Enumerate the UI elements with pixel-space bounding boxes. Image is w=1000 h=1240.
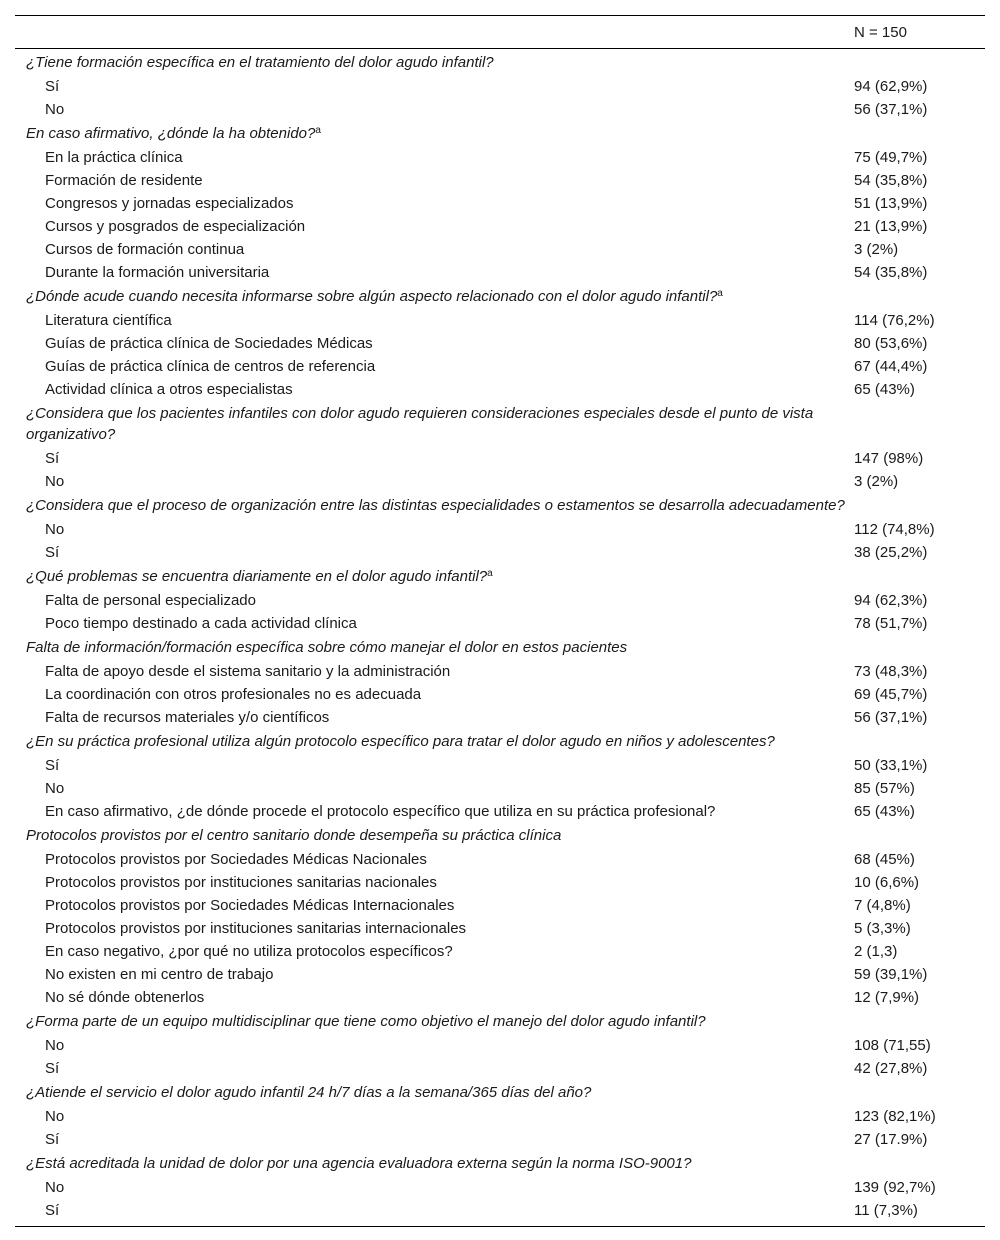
answer-label xyxy=(15,778,843,799)
answer-row xyxy=(15,1057,985,1080)
row-label-text: No xyxy=(45,521,65,538)
question-row xyxy=(15,823,985,848)
answer-row xyxy=(15,447,985,470)
answer-value: 51 (13,9%) xyxy=(854,195,928,212)
answer-label xyxy=(15,170,843,191)
footnote-marker: a xyxy=(717,288,723,299)
row-label-text: ¿Está acreditada la unidad de dolor por una agencia evaluadora externa según la norma ISO-9001? xyxy=(26,1155,692,1172)
answer-label xyxy=(15,262,843,283)
answer-row xyxy=(15,169,985,192)
answer-value: 2 (1,3) xyxy=(854,943,898,960)
row-label-text: Protocolos provistos por Sociedades Médicas Nacionales xyxy=(45,851,427,868)
row-label-text: Formación de residente xyxy=(45,172,203,189)
question-row xyxy=(15,1151,985,1176)
question-row xyxy=(15,564,985,589)
answer-value: 112 (74,8%) xyxy=(854,521,935,538)
row-label-text: No xyxy=(45,101,65,118)
row-label-text: Sí xyxy=(45,78,60,95)
answer-value: 3 (2%) xyxy=(854,241,899,258)
answer-value: 85 (57%) xyxy=(854,780,915,797)
answer-value: 56 (37,1%) xyxy=(854,709,928,726)
answer-label xyxy=(15,333,843,354)
row-label-text: ¿Considera que el proceso de organización entre las distintas especialidades o estamentos se desarrolla adecuadamente? xyxy=(26,497,845,514)
answer-label xyxy=(15,964,843,985)
row-label-text: Protocolos provistos por instituciones sanitarias internacionales xyxy=(45,920,467,937)
question-row xyxy=(15,635,985,660)
row-label-text: Durante la formación universitaria xyxy=(45,264,270,281)
answer-value: 54 (35,8%) xyxy=(854,172,928,189)
answer-label xyxy=(15,1129,843,1150)
answer-row xyxy=(15,612,985,635)
answer-row xyxy=(15,541,985,564)
row-label-text: Protocolos provistos por instituciones sanitarias nacionales xyxy=(45,874,437,891)
answer-label xyxy=(15,1035,843,1056)
row-label-text: Sí xyxy=(45,757,60,774)
question-text xyxy=(15,1011,875,1032)
answer-label xyxy=(15,99,843,120)
answer-value: 12 (7,9%) xyxy=(854,989,920,1006)
answer-value: 108 (71,55) xyxy=(854,1037,931,1054)
row-label-text: Guías de práctica clínica de centros de referencia xyxy=(45,358,376,375)
answer-label xyxy=(15,1058,843,1079)
answer-value: 123 (82,1%) xyxy=(854,1108,936,1125)
answer-value: 11 (7,3%) xyxy=(854,1202,918,1219)
question-text xyxy=(15,52,875,73)
answer-value: 3 (2%) xyxy=(854,473,899,490)
survey-results-table xyxy=(15,15,985,1227)
sample-size-label: N = 150 xyxy=(854,24,907,41)
answer-row xyxy=(15,309,985,332)
row-label-text: Sí xyxy=(45,1202,60,1219)
row-label-text: En caso afirmativo, ¿dónde la ha obtenido? xyxy=(26,125,316,142)
answer-value: 50 (33,1%) xyxy=(854,757,928,774)
answer-row xyxy=(15,963,985,986)
footnote-marker: a xyxy=(315,125,321,136)
row-label-text: Cursos de formación continua xyxy=(45,241,245,258)
row-label-text: Protocolos provistos por Sociedades Médicas Internacionales xyxy=(45,897,455,914)
answer-value: 59 (39,1%) xyxy=(854,966,928,983)
row-label-text: Falta de información/formación específica sobre cómo manejar el dolor en estos pacientes xyxy=(26,639,628,656)
answer-value: 147 (98%) xyxy=(854,450,924,467)
answer-label xyxy=(15,448,843,469)
answer-value: 65 (43%) xyxy=(854,381,915,398)
row-label-text: Guías de práctica clínica de Sociedades Médicas xyxy=(45,335,373,352)
row-label-text: En caso afirmativo, ¿de dónde procede el protocolo específico que utiliza en su práctica profesional? xyxy=(45,803,716,820)
answer-label xyxy=(15,661,843,682)
answer-row xyxy=(15,800,985,823)
question-row xyxy=(15,401,985,447)
table-header xyxy=(15,16,985,49)
answer-label xyxy=(15,193,843,214)
answer-value: 38 (25,2%) xyxy=(854,544,928,561)
answer-row xyxy=(15,871,985,894)
row-label-text: No existen en mi centro de trabajo xyxy=(45,966,274,983)
answer-label xyxy=(15,613,843,634)
row-label-text: ¿Tiene formación específica en el tratamiento del dolor agudo infantil? xyxy=(26,54,494,71)
answer-row xyxy=(15,261,985,284)
row-label-text: ¿Forma parte de un equipo multidisciplinar que tiene como objetivo el manejo del dolor agudo infantil? xyxy=(26,1013,706,1030)
row-label-text: En caso negativo, ¿por qué no utiliza protocolos específicos? xyxy=(45,943,453,960)
answer-value: 27 (17.9%) xyxy=(854,1131,928,1148)
answer-value: 68 (45%) xyxy=(854,851,915,868)
row-label-text: No sé dónde obtenerlos xyxy=(45,989,205,1006)
row-label-text: Sí xyxy=(45,1131,60,1148)
answer-value: 56 (37,1%) xyxy=(854,101,928,118)
answer-value: 69 (45,7%) xyxy=(854,686,928,703)
answer-row xyxy=(15,355,985,378)
answer-label xyxy=(15,755,843,776)
answer-row xyxy=(15,940,985,963)
answer-row xyxy=(15,660,985,683)
answer-label xyxy=(15,1177,843,1198)
row-label-text: Poco tiempo destinado a cada actividad clínica xyxy=(45,615,357,632)
row-label-text: Falta de personal especializado xyxy=(45,592,256,609)
row-label-text: La coordinación con otros profesionales no es adecuada xyxy=(45,686,422,703)
answer-row xyxy=(15,215,985,238)
answer-value: 139 (92,7%) xyxy=(854,1179,936,1196)
answer-row xyxy=(15,894,985,917)
answer-row xyxy=(15,146,985,169)
answer-row xyxy=(15,1176,985,1199)
answer-value: 7 (4,8%) xyxy=(854,897,911,914)
answer-label xyxy=(15,684,843,705)
answer-value: 67 (44,4%) xyxy=(854,358,928,375)
answer-row xyxy=(15,1105,985,1128)
footnote-marker: a xyxy=(487,568,493,579)
answer-label xyxy=(15,1106,843,1127)
row-label-text: No xyxy=(45,780,65,797)
answer-label xyxy=(15,849,843,870)
answer-value: 94 (62,3%) xyxy=(854,592,928,609)
table-body xyxy=(15,49,985,1226)
answer-label xyxy=(15,76,843,97)
question-row xyxy=(15,1080,985,1105)
answer-label xyxy=(15,356,843,377)
answer-label xyxy=(15,590,843,611)
question-text xyxy=(15,1153,875,1174)
answer-label xyxy=(15,216,843,237)
question-text xyxy=(15,825,875,846)
answer-label xyxy=(15,707,843,728)
answer-row xyxy=(15,848,985,871)
question-text xyxy=(15,123,875,144)
question-text xyxy=(15,403,875,445)
answer-value: 10 (6,6%) xyxy=(854,874,920,891)
row-label-text: ¿Qué problemas se encuentra diariamente en el dolor agudo infantil? xyxy=(26,568,488,585)
question-text xyxy=(15,1082,875,1103)
answer-value: 42 (27,8%) xyxy=(854,1060,928,1077)
answer-value: 73 (48,3%) xyxy=(854,663,928,680)
answer-label xyxy=(15,471,843,492)
answer-row xyxy=(15,683,985,706)
row-label-text: No xyxy=(45,473,65,490)
answer-row xyxy=(15,754,985,777)
question-row xyxy=(15,50,985,75)
row-label-text: ¿Dónde acude cuando necesita informarse sobre algún aspecto relacionado con el dolor agudo infantil? xyxy=(26,288,718,305)
row-label-text: Protocolos provistos por el centro sanitario donde desempeña su práctica clínica xyxy=(26,827,562,844)
answer-row xyxy=(15,518,985,541)
answer-value: 80 (53,6%) xyxy=(854,335,928,352)
answer-row xyxy=(15,1034,985,1057)
row-label-text: No xyxy=(45,1108,65,1125)
answer-value: 21 (13,9%) xyxy=(854,218,928,235)
answer-row xyxy=(15,98,985,121)
question-text xyxy=(15,731,875,752)
row-label-text: Sí xyxy=(45,544,60,561)
answer-row xyxy=(15,777,985,800)
row-label-text: ¿Considera que los pacientes infantiles con dolor agudo requieren consideraciones especiales desde el punto de vista organizativo? xyxy=(26,405,814,443)
question-row xyxy=(15,729,985,754)
answer-row xyxy=(15,238,985,261)
answer-value: 78 (51,7%) xyxy=(854,615,928,632)
answer-label xyxy=(15,519,843,540)
row-label-text: Cursos y posgrados de especialización xyxy=(45,218,306,235)
answer-label xyxy=(15,379,843,400)
row-label-text: ¿Atiende el servicio el dolor agudo infantil 24 h/7 días a la semana/365 días del año? xyxy=(26,1084,592,1101)
row-label-text: En la práctica clínica xyxy=(45,149,183,166)
answer-label xyxy=(15,872,843,893)
answer-label xyxy=(15,147,843,168)
question-text xyxy=(15,637,875,658)
row-label-text: Sí xyxy=(45,450,60,467)
answer-label xyxy=(15,542,843,563)
answer-label xyxy=(15,895,843,916)
answer-row xyxy=(15,589,985,612)
question-row xyxy=(15,493,985,518)
answer-row xyxy=(15,378,985,401)
row-label-text: Falta de recursos materiales y/o científicos xyxy=(45,709,330,726)
answer-row xyxy=(15,986,985,1009)
answer-row xyxy=(15,1199,985,1222)
answer-row xyxy=(15,1128,985,1151)
question-text xyxy=(15,566,875,587)
row-label-text: Sí xyxy=(45,1060,60,1077)
answer-label xyxy=(15,918,843,939)
answer-row xyxy=(15,917,985,940)
row-label-text: Falta de apoyo desde el sistema sanitario y la administración xyxy=(45,663,451,680)
answer-row xyxy=(15,75,985,98)
answer-label xyxy=(15,941,843,962)
answer-row xyxy=(15,332,985,355)
answer-value: 5 (3,3%) xyxy=(854,920,911,937)
answer-label xyxy=(15,987,843,1008)
answer-label xyxy=(15,801,843,822)
question-row xyxy=(15,121,985,146)
answer-label xyxy=(15,239,843,260)
question-text xyxy=(15,495,875,516)
row-label-text: No xyxy=(45,1179,65,1196)
answer-value: 65 (43%) xyxy=(854,803,915,820)
answer-value: 94 (62,9%) xyxy=(854,78,928,95)
answer-row xyxy=(15,192,985,215)
row-label-text: ¿En su práctica profesional utiliza algún protocolo específico para tratar el dolor agudo en niños y adolescentes? xyxy=(26,733,775,750)
row-label-text: Actividad clínica a otros especialistas xyxy=(45,381,293,398)
answer-value: 114 (76,2%) xyxy=(854,312,935,329)
answer-label xyxy=(15,310,843,331)
row-label-text: Literatura científica xyxy=(45,312,172,329)
question-row xyxy=(15,1009,985,1034)
row-label-text: No xyxy=(45,1037,65,1054)
answer-row xyxy=(15,470,985,493)
answer-value: 54 (35,8%) xyxy=(854,264,928,281)
question-row xyxy=(15,284,985,309)
row-label-text: Congresos y jornadas especializados xyxy=(45,195,294,212)
answer-label xyxy=(15,1200,843,1221)
question-text xyxy=(15,286,875,307)
answer-value: 75 (49,7%) xyxy=(854,149,928,166)
answer-row xyxy=(15,706,985,729)
